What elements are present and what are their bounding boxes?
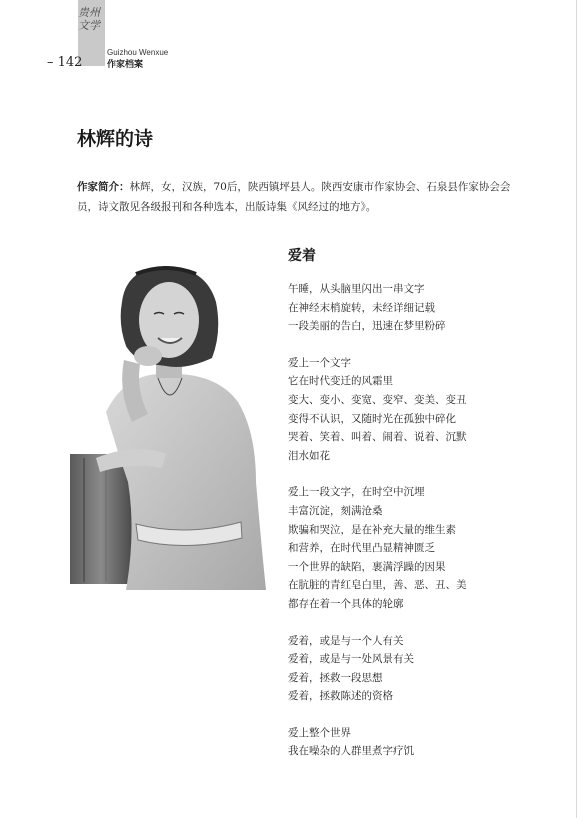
poem-stanza [288,632,528,706]
poem-line: 午睡，从头脑里闪出一串文字 [288,283,425,295]
author-bio [77,177,517,217]
poem-title: 爱着 [288,248,316,264]
poem-line: 一个世界的缺陷，裹满浮躁的因果 [288,560,446,573]
poem-stanza [288,724,528,761]
poem-line: 爱着，拯救陈述的资格 [288,690,393,703]
magazine-name-english: Guizhou Wenxue [107,48,169,57]
poem-line: 爱着，或是与一个人有关 [288,634,404,647]
poem-line: 爱上一段文字，在时空中沉埋 [288,486,425,499]
poem-line: 爱着，或是与一处风景有关 [288,653,414,666]
poem-body [288,280,528,779]
poem-line: 爱上整个世界 [288,726,351,739]
poem-line: 都存在着一个具体的轮廓 [288,597,404,610]
bio-label: 作家简介： [77,181,130,193]
poem-line: 变得不认识，又随时光在孤独中碎化 [288,412,456,425]
poem-line: 我在噪杂的人群里煮字疗饥 [288,745,414,758]
poem-line: 爱上一个文字 [288,356,351,369]
poem-line: 一段美丽的告白，迅速在梦里粉碎 [288,320,446,333]
poem-line: 丰富沉淀，刻满沧桑 [288,504,383,517]
poem-line: 在神经末梢旋转，未经详细记载 [288,301,435,314]
poem-line: 爱着，拯救一段思想 [288,671,383,684]
poem-line: 泪水如花 [288,449,330,462]
poem-stanza [288,354,528,466]
poem-stanza [288,280,528,336]
poem-stanza [288,483,528,613]
page-number: – 142 [47,55,83,70]
bio-text: 林辉，女，汉族，70后，陕西镇坪县人。陕西安康市作家协会、石泉县作家协会会员，诗文散见各级报刊和各种选本，出版诗集《风经过的地方》。 [77,181,511,213]
author-photo [66,262,274,592]
section-name: 作家档案 [107,60,144,70]
poem-line: 它在时代变迁的风霜里 [288,375,393,388]
calligraphy-logo: 贵州文学 [78,6,100,32]
poem-line: 哭着、笑着、叫着、闹着、说着、沉默 [288,431,467,444]
poem-line: 欺骗和哭泣，是在补充大量的维生素 [288,523,456,536]
poem-line: 在肮脏的青红皂白里，善、恶、丑、美 [288,579,467,592]
poem-line: 变大、变小、变宽、变窄、变美、变丑 [288,393,467,406]
poem-line: 和营养，在时代里凸显精神匮乏 [288,542,435,555]
article-title: 林辉的诗 [77,128,154,150]
